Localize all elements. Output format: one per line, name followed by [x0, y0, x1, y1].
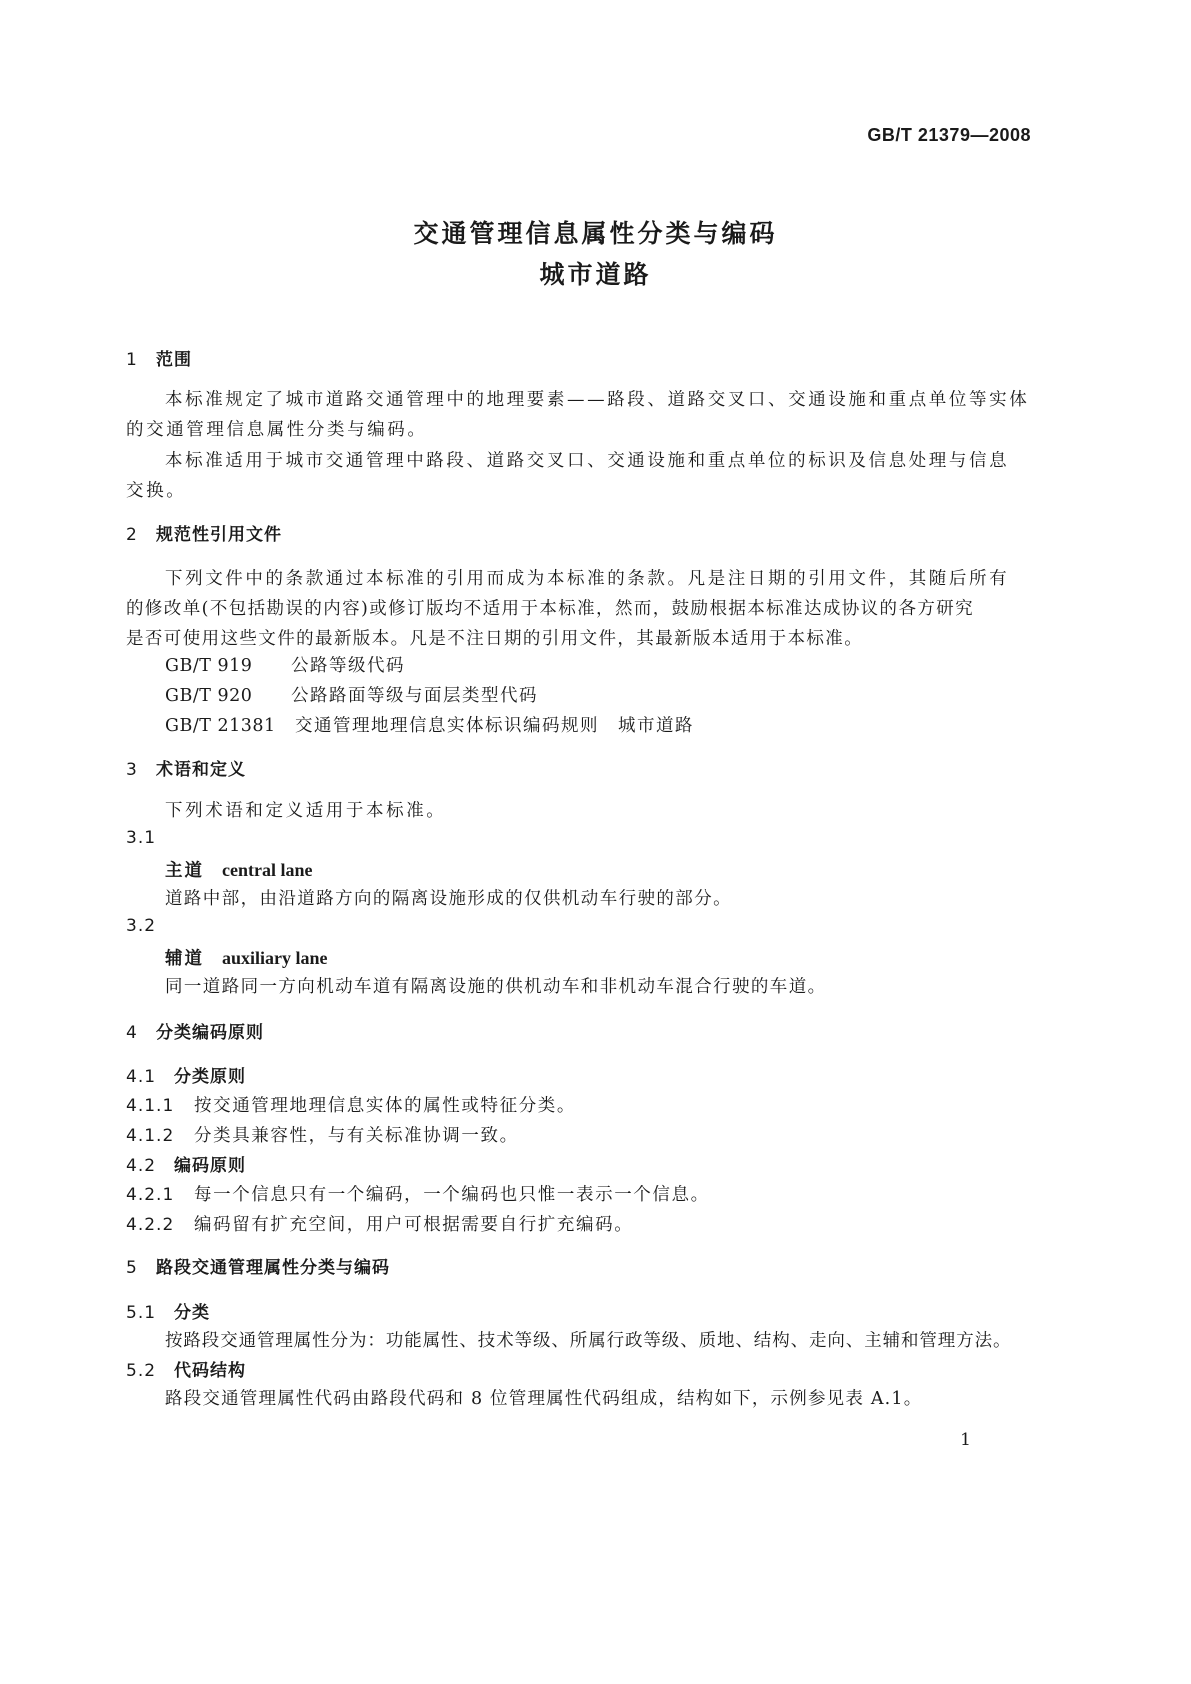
section-5-heading — [126, 1253, 390, 1278]
clause-number: 4.1.2 — [126, 1126, 175, 1146]
clause-number: 4.1.1 — [126, 1096, 175, 1116]
reference-code: GB/T 920 — [165, 686, 253, 706]
paragraph-line: 的修改单(不包括勘误的内容)或修订版均不适用于本标准，然而，鼓励根据本标准达成协议的各方研究 — [126, 599, 975, 619]
paragraph-line: 是否可使用这些文件的最新版本。凡是不注日期的引用文件，其最新版本适用于本标准。 — [126, 629, 864, 649]
document-subtitle: 城市道路 — [539, 260, 652, 289]
section-4-heading — [126, 1018, 264, 1043]
paragraph-line: 下列术语和定义适用于本标准。 — [165, 801, 447, 821]
reference-code: GB/T 919 — [165, 656, 253, 676]
reference-code: GB/T 21381 — [165, 716, 276, 736]
reference-title: 公路等级代码 — [291, 656, 405, 676]
normative-reference — [165, 682, 538, 707]
normative-reference — [165, 652, 405, 677]
term-chinese: 辅道 — [165, 949, 204, 969]
paragraph-line: 按路段交通管理属性分为：功能属性、技术等级、所属行政等级、质地、结构、走向、主辅和管理方法。 — [165, 1331, 1012, 1351]
term-definition: 道路中部，由沿道路方向的隔离设施形成的仅供机动车行驶的部分。 — [165, 889, 732, 909]
clause-text: 每一个信息只有一个编码，一个编码也只惟一表示一个信息。 — [194, 1185, 710, 1205]
paragraph-line: 下列文件中的条款通过本标准的引用而成为本标准的条款。凡是注日期的引用文件，其随后所有 — [165, 569, 1010, 589]
section-title: 路段交通管理属性分类与编码 — [156, 1258, 390, 1278]
clause-number: 4.2.1 — [126, 1185, 175, 1205]
section-title: 规范性引用文件 — [156, 525, 282, 545]
term-english: auxiliary lane — [222, 948, 328, 968]
section-number: 2 — [126, 525, 138, 545]
subsection-title: 分类 — [174, 1303, 210, 1323]
paragraph-line: 交换。 — [126, 481, 187, 501]
clause-text: 分类具兼容性，与有关标准协调一致。 — [194, 1126, 519, 1146]
clause-4-1-1 — [126, 1092, 576, 1117]
subsection-4-2 — [126, 1151, 246, 1176]
subsection-title: 分类原则 — [174, 1067, 246, 1087]
subsection-number: 4.2 — [126, 1156, 157, 1176]
subsection-title: 编码原则 — [174, 1156, 246, 1176]
subsection-4-1 — [126, 1062, 246, 1087]
section-3-heading — [126, 755, 246, 780]
standard-number: GB/T 21379—2008 — [867, 125, 1031, 145]
clause-text: 按交通管理地理信息实体的属性或特征分类。 — [194, 1096, 576, 1116]
page-number: 1 — [960, 1430, 971, 1450]
subsection-number: 5.2 — [126, 1361, 157, 1381]
term-number: 3.2 — [126, 916, 157, 936]
subsection-5-2 — [126, 1356, 246, 1381]
paragraph-line: 路段交通管理属性代码由路段代码和 8 位管理属性代码组成，结构如下，示例参见表 A.1。 — [165, 1389, 923, 1409]
clause-text: 编码留有扩充空间，用户可根据需要自行扩充编码。 — [194, 1215, 634, 1235]
reference-title: 交通管理地理信息实体标识编码规则 城市道路 — [295, 716, 694, 736]
subsection-title: 代码结构 — [174, 1361, 246, 1381]
document-title: 交通管理信息属性分类与编码 — [413, 219, 778, 248]
section-number: 1 — [126, 350, 138, 370]
clause-4-2-1 — [126, 1181, 710, 1206]
section-number: 5 — [126, 1258, 138, 1278]
subsection-number: 5.1 — [126, 1303, 157, 1323]
term-entry — [165, 857, 312, 882]
term-english: central lane — [222, 860, 313, 880]
section-1-heading — [126, 345, 192, 370]
term-entry — [165, 945, 328, 970]
section-2-heading — [126, 520, 282, 545]
clause-4-2-2 — [126, 1211, 633, 1236]
section-title: 分类编码原则 — [156, 1023, 264, 1043]
term-chinese: 主道 — [165, 861, 204, 881]
subsection-5-1 — [126, 1298, 210, 1323]
section-title: 范围 — [156, 350, 192, 370]
reference-title: 公路路面等级与面层类型代码 — [291, 686, 538, 706]
subsection-number: 4.1 — [126, 1067, 157, 1087]
section-number: 4 — [126, 1023, 138, 1043]
section-number: 3 — [126, 760, 138, 780]
clause-number: 4.2.2 — [126, 1215, 175, 1235]
normative-reference — [165, 712, 694, 737]
clause-4-1-2 — [126, 1122, 519, 1147]
term-definition: 同一道路同一方向机动车道有隔离设施的供机动车和非机动车混合行驶的车道。 — [165, 977, 827, 997]
paragraph-line: 本标准规定了城市道路交通管理中的地理要素——路段、道路交叉口、交通设施和重点单位等实体 — [165, 390, 1030, 410]
paragraph-line: 本标准适用于城市交通管理中路段、道路交叉口、交通设施和重点单位的标识及信息处理与信息 — [165, 451, 1010, 471]
paragraph-line: 的交通管理信息属性分类与编码。 — [126, 420, 428, 440]
section-title: 术语和定义 — [156, 760, 246, 780]
term-number: 3.1 — [126, 828, 157, 848]
